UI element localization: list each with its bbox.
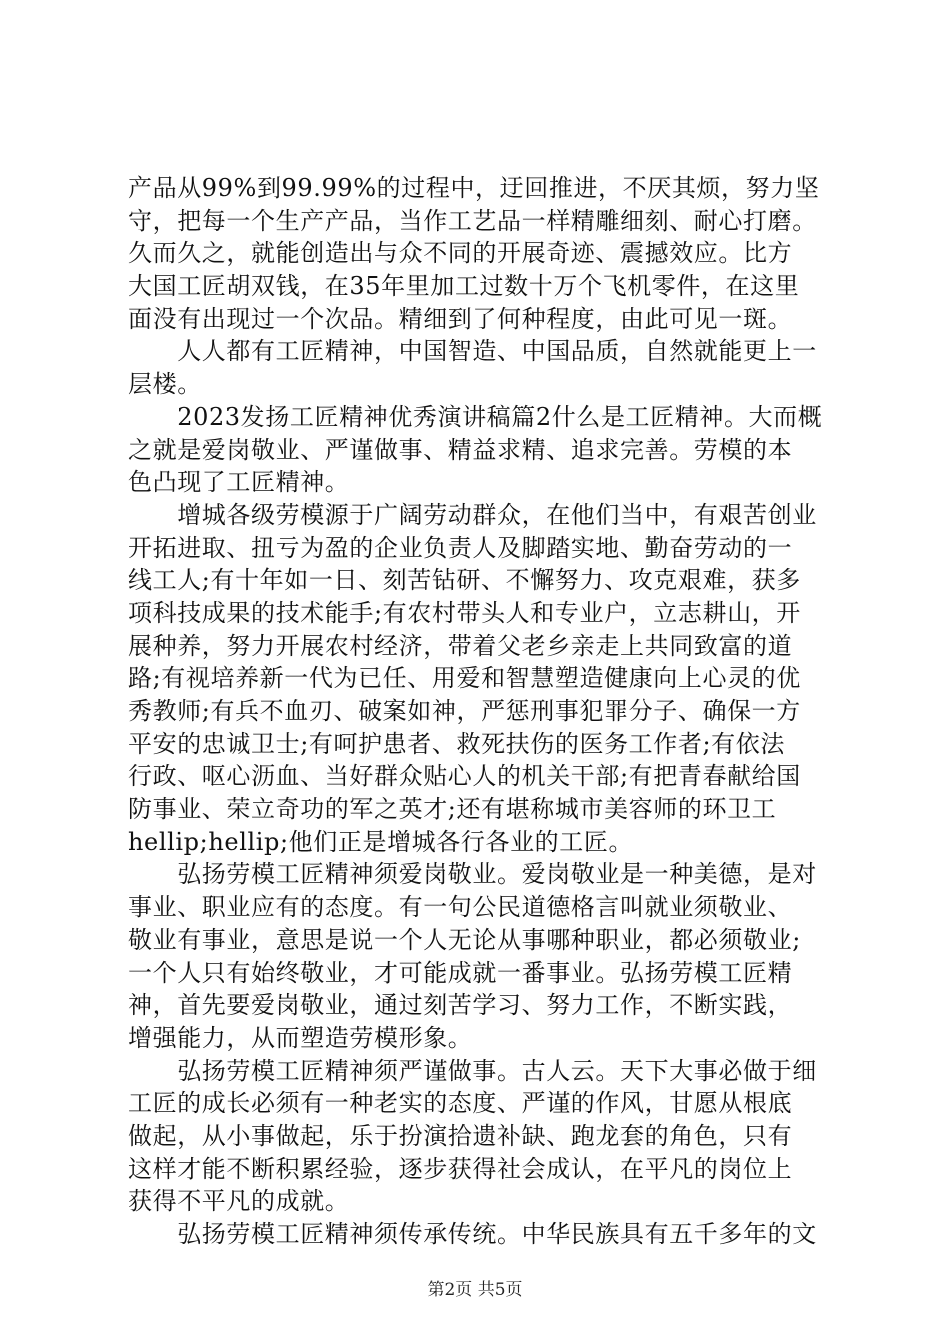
text-line: 平安的忠诚卫士;有呵护患者、救死扶伤的医务工作者;有依法 (128, 729, 785, 758)
text-line: 守，把每一个生产产品，当作工艺品一样精雕细刻、耐心打磨。 (128, 206, 817, 235)
text-line: 展种养，努力开展农村经济，带着父老乡亲走上共同致富的道 (128, 631, 793, 660)
page-footer (0, 1275, 950, 1300)
text-line: 做起，从小事做起，乐于扮演拾遗补缺、跑龙套的角色，只有 (128, 1121, 793, 1150)
text-line: 色凸现了工匠精神。 (128, 468, 350, 497)
text-line: 路;有视培养新一代为已任、用爱和智慧塑造健康向上心灵的优 (128, 664, 801, 693)
text-line: hellip;hellip;他们正是增城各行各业的工匠。 (128, 827, 634, 856)
page-number: 第2页 共5页 (427, 1280, 523, 1300)
text-line: 之就是爱岗敬业、严谨做事、精益求精、追求完善。劳模的本 (128, 435, 793, 464)
text-line: 开拓进取、扭亏为盈的企业负责人及脚踏实地、勤奋劳动的一 (128, 533, 793, 562)
text-line: 2023发扬工匠精神优秀演讲稿篇2什么是工匠精神。大而概 (128, 402, 823, 431)
text-line: 工匠的成长必须有一种老实的态度、严谨的作风，甘愿从根底 (128, 1089, 793, 1118)
text-line: 线工人;有十年如一日、刻苦钻研、不懈努力、攻克艰难，获多 (128, 566, 801, 595)
text-line: 一个人只有始终敬业，才可能成就一番事业。弘扬劳模工匠精 (128, 958, 793, 987)
text-line: 弘扬劳模工匠精神须传承传统。中华民族具有五千多年的文 (128, 1220, 817, 1248)
text-line: 弘扬劳模工匠精神须爱岗敬业。爱岗敬业是一种美德，是对 (128, 860, 817, 889)
text-line: 层楼。 (128, 370, 202, 399)
text-line: 神，首先要爱岗敬业，通过刻苦学习、努力工作，不断实践， (128, 991, 793, 1020)
text-line: 这样才能不断积累经验，逐步获得社会成认，在平凡的岗位上 (128, 1154, 793, 1183)
text-line: 事业、职业应有的态度。有一句公民道德格言叫就业须敬业、 (128, 893, 793, 922)
text-line: 敬业有事业，意思是说一个人无论从事哪种职业，都必须敬业; (128, 925, 801, 954)
text-line: 防事业、荣立奇功的军之英才;还有堪称城市美容师的环卫工 (128, 795, 777, 824)
text-line: 产品从99%到99.99%的过程中，迂回推进，不厌其烦，努力坚 (128, 174, 820, 202)
document-body (128, 172, 828, 1251)
text-line: 增城各级劳模源于广阔劳动群众，在他们当中，有艰苦创业 (128, 500, 817, 529)
text-line: 项科技成果的技术能手;有农村带头人和专业户，立志耕山，开 (128, 598, 801, 627)
text-line: 获得不平凡的成就。 (128, 1187, 350, 1216)
text-line: 大国工匠胡双钱，在35年里加工过数十万个飞机零件，在这里 (128, 272, 800, 301)
text-line: 面没有出现过一个次品。精细到了何种程度，由此可见一斑。 (128, 304, 793, 333)
text-line: 人人都有工匠精神，中国智造、中国品质，自然就能更上一 (128, 337, 817, 366)
text-line: 行政、呕心沥血、当好群众贴心人的机关干部;有把青春献给国 (128, 762, 801, 791)
text-line: 久而久之，就能创造出与众不同的开展奇迹、震撼效应。比方 (128, 239, 793, 268)
text-line: 秀教师;有兵不血刃、破案如神，严惩刑事犯罪分子、确保一方 (128, 697, 801, 725)
text-line: 弘扬劳模工匠精神须严谨做事。古人云。天下大事必做于细 (128, 1056, 817, 1085)
text-line: 增强能力，从而塑造劳模形象。 (128, 1023, 473, 1052)
